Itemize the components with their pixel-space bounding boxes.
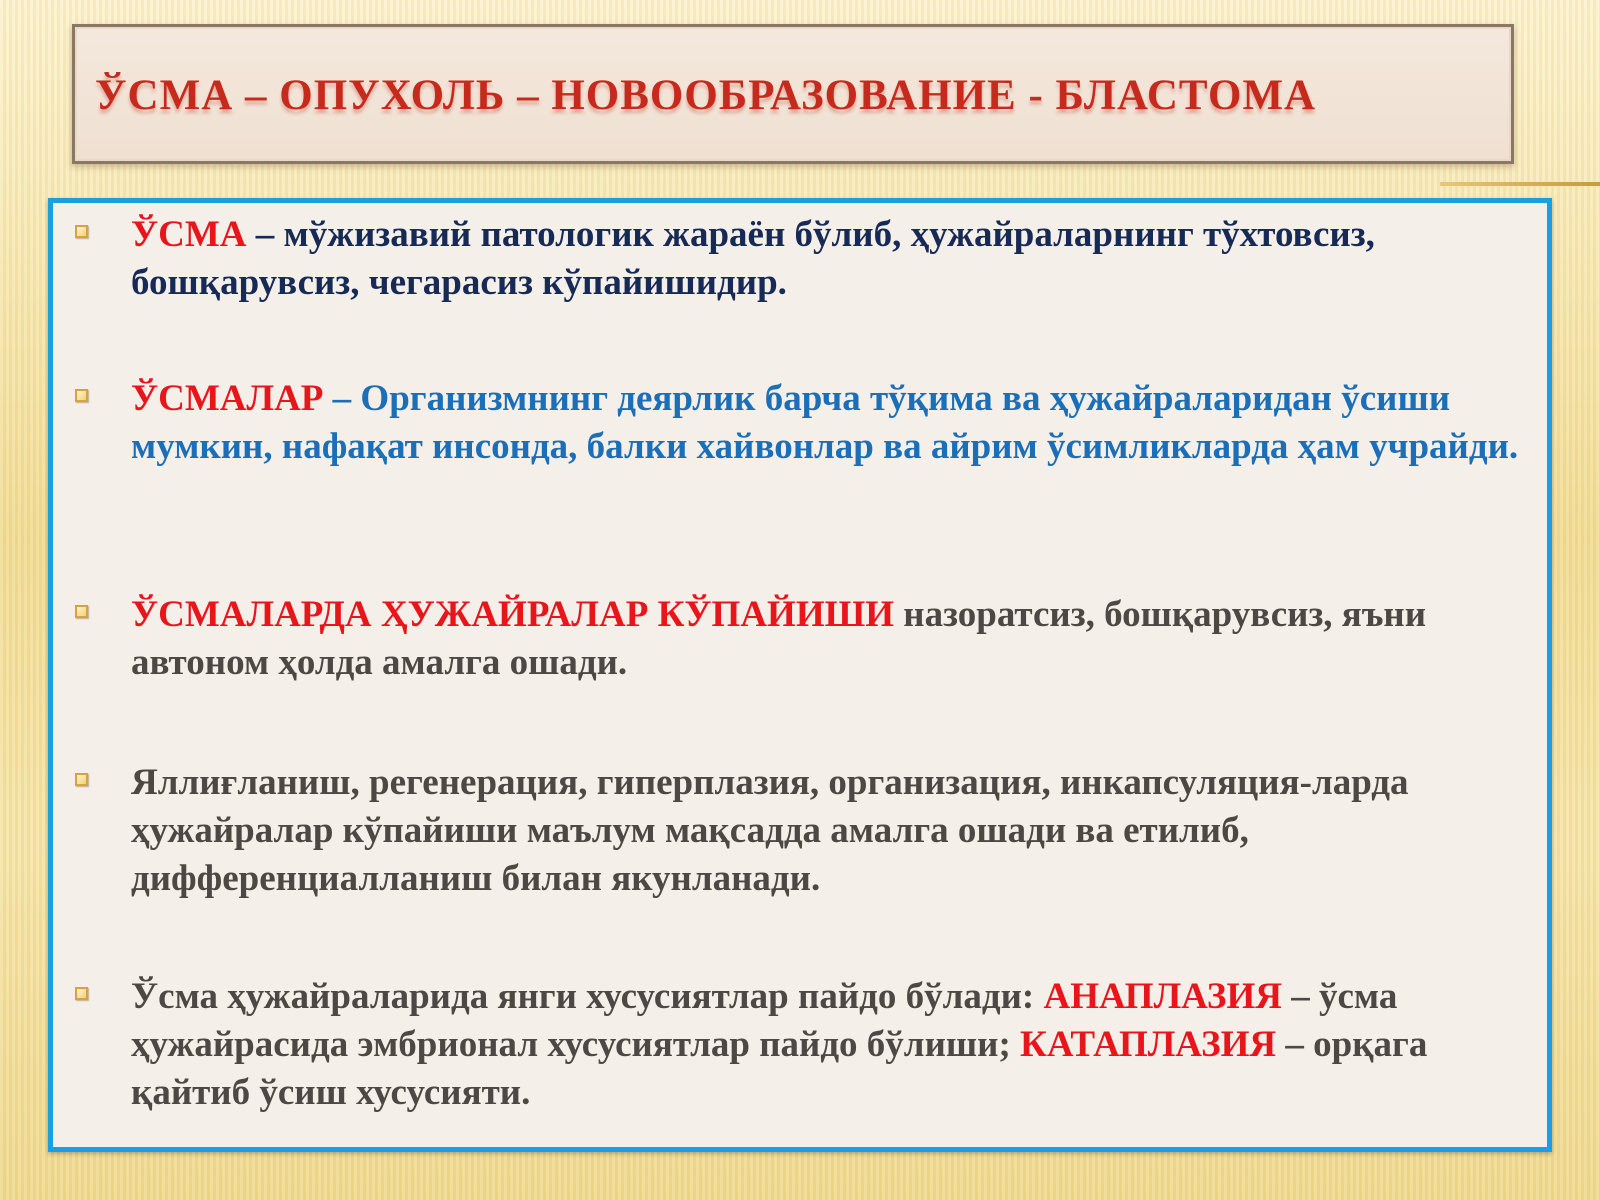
bullet-text [131, 375, 1541, 471]
decorative-rule [1440, 182, 1600, 186]
bullet-description: Яллиғланиш, регенерация, гиперплазия, организация, инкапсуляция-ларда ҳужайралар кўпайиши маълум мақсадда амалга ошади ва етилиб, дифференциалланиш билан якунланади. [131, 762, 1409, 899]
bullet-term-cataplasia: КАТАПЛАЗИЯ [1020, 1024, 1277, 1065]
bullet-text [131, 973, 1541, 1117]
bullet-description: – ўсма ҳужайрасида эмбрионал хусусиятлар пайдо бўлиши; [131, 976, 1398, 1065]
bullet-description: – мўжизавий патологик жараён бўлиб, ҳужайраларнинг тўхтовсиз, бошқарувсиз, чегарасиз кўпайишидир. [131, 214, 1375, 303]
bullet-description: Ўсма ҳужайраларида янги хусусиятлар пайдо бўлади: [131, 976, 1044, 1017]
square-bullet-icon [75, 773, 88, 786]
title-box [72, 24, 1514, 164]
square-bullet-icon [75, 389, 88, 402]
bullet-term: ЎСМАЛАР [131, 378, 324, 419]
slide-title: ЎСМА – ОПУХОЛЬ – НОВООБРАЗОВАНИЕ - БЛАСТОМА [95, 72, 1317, 119]
bullet-description: назоратсиз, бошқарувсиз, яъни автоном ҳолда амалга ошади. [131, 594, 1427, 683]
bullet-text [131, 211, 1541, 307]
bullet-term: ЎСМА [131, 214, 247, 255]
square-bullet-icon [75, 605, 88, 618]
bullet-description: – орқага қайтиб ўсиш хусусияти. [131, 1024, 1428, 1113]
bullet-term-anaplasia: АНАПЛАЗИЯ [1043, 976, 1282, 1017]
square-bullet-icon [75, 225, 88, 238]
content-frame [48, 198, 1552, 1152]
bullet-description: – Организмнинг деярлик барча тўқима ва ҳужайраларидан ўсиши мумкин, нафақат инсонда, балки хайвонлар ва айрим ўсимликларда ҳам учрайди. [131, 378, 1519, 467]
bullet-term: ЎСМАЛАРДА ҲУЖАЙРАЛАР КЎПАЙИШИ [131, 594, 895, 635]
bullet-text [131, 591, 1541, 687]
square-bullet-icon [75, 987, 88, 1000]
